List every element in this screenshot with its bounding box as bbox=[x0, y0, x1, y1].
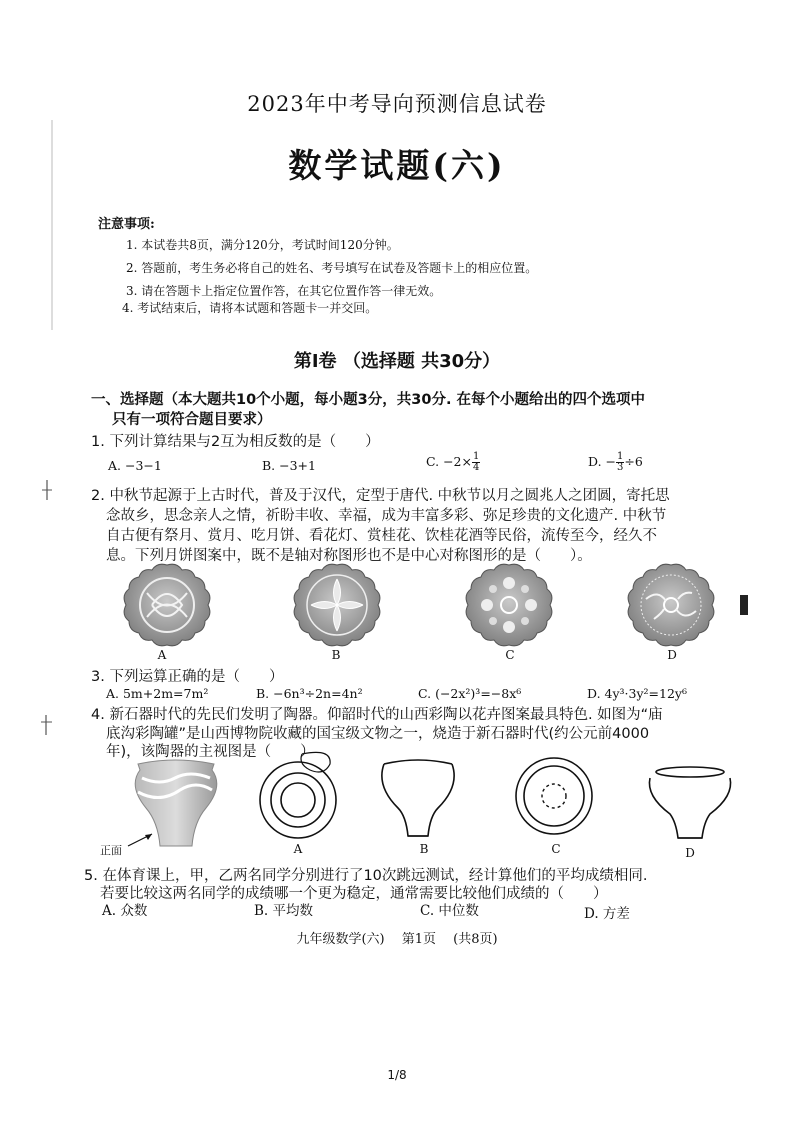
q3-option-b: B. −6n³÷2n=4n² bbox=[256, 686, 363, 701]
q1-option-c bbox=[426, 452, 480, 473]
q4-caption-c: C bbox=[551, 842, 561, 856]
page-indicator: 1/8 bbox=[387, 1068, 407, 1082]
part-instructions-line2: 只有一项符合题目要求） bbox=[112, 412, 272, 428]
q1-c-prefix: C. −2× bbox=[426, 454, 472, 469]
q5-option-b: B. 平均数 bbox=[254, 903, 314, 919]
note-item: 2. 答题前，考生务必将自己的姓名、考号填写在试卷及答题卡上的相应位置。 bbox=[126, 261, 538, 275]
q1-option-d bbox=[588, 452, 643, 473]
q2-line: 自古便有祭月、赏月、吃月饼、看花灯、赏桂花、饮桂花酒等民俗，流传至今，经久不 bbox=[106, 528, 657, 544]
view-option-a-concentric-circles bbox=[250, 750, 346, 842]
q2-line: 2. 中秋节起源于上古时代，普及于汉代，定型于唐代. 中秋节以月之圆兆人之团圆，寄托思 bbox=[91, 488, 670, 504]
q3-option-d: D. 4y³·3y²=12y⁶ bbox=[587, 686, 687, 701]
note-item: 3. 请在答题卡上指定位置作答，在其它位置作答一律无效。 bbox=[126, 284, 442, 298]
view-option-d-jar-outline bbox=[646, 762, 736, 842]
q2-caption-c: C bbox=[505, 648, 515, 662]
mooncake-a-image bbox=[122, 563, 212, 647]
q2-caption-d: D bbox=[667, 648, 677, 662]
q5-option-d: D. 方差 bbox=[584, 906, 630, 922]
subject-title: 数学试题(六) bbox=[288, 146, 506, 185]
notes-heading: 注意事项: bbox=[98, 217, 155, 232]
q2-caption-a: A bbox=[157, 648, 167, 662]
q1-stem: 1. 下列计算结果与2互为相反数的是（ ） bbox=[91, 434, 380, 450]
view-option-c-circles-dashed bbox=[506, 750, 602, 842]
mooncake-c-image bbox=[464, 563, 554, 647]
q3-option-c: C. (−2x²)³=−8x⁶ bbox=[418, 686, 522, 701]
q3-stem: 3. 下列运算正确的是（ ） bbox=[91, 669, 284, 685]
q4-line: 底沟彩陶罐”是山西博物院收藏的国宝级文物之一，烧造于新石器时代(约公元前4000 bbox=[106, 726, 650, 742]
exam-title: 2023年中考导向预测信息试卷 bbox=[247, 92, 547, 116]
q1-d-suffix: ÷6 bbox=[624, 454, 643, 469]
q1-d-prefix: D. − bbox=[588, 454, 616, 469]
q2-line: 息。下列月饼图案中，既不是轴对称图形也不是中心对称图形的是（ ）。 bbox=[106, 548, 592, 564]
mooncake-b-image bbox=[292, 563, 382, 647]
q1-option-b: B. −3+1 bbox=[262, 458, 316, 473]
q5-option-a: A. 众数 bbox=[102, 903, 148, 919]
q3-option-a: A. 5m+2m=7m² bbox=[106, 686, 209, 701]
view-option-b-jar-outline bbox=[378, 752, 458, 840]
q5-line: 5. 在体育课上，甲，乙两名同学分别进行了10次跳远测试，经计算他们的平均成绩相同. bbox=[84, 868, 648, 884]
front-view-label: 正面 bbox=[100, 844, 122, 857]
q2-caption-b: B bbox=[331, 648, 341, 662]
q1-c-fraction: $\frac{1}{4}$ bbox=[472, 451, 480, 473]
front-view-arrow bbox=[126, 832, 156, 852]
part-instructions-line1: 一、选择题（本大题共10个小题，每小题3分，共30分. 在每个小题给出的四个选项中 bbox=[91, 392, 645, 408]
note-item: 1. 本试卷共8页，满分120分，考试时间120分钟。 bbox=[126, 238, 399, 252]
q5-line: 若要比较这两名同学的成绩哪一个更为稳定，通常需要比较他们成绩的（ ） bbox=[100, 886, 608, 902]
q4-caption-a: A bbox=[293, 842, 303, 856]
q5-option-c: C. 中位数 bbox=[420, 903, 479, 919]
note-item: 4. 考试结束后，请将本试题和答题卡一并交回。 bbox=[122, 301, 378, 315]
q4-line: 4. 新石器时代的先民们发明了陶器。仰韶时代的山西彩陶以花卉图案最具特色. 如图为“庙 bbox=[91, 707, 663, 723]
q2-line: 念故乡，思念亲人之情，祈盼丰收、幸福，成为丰富多彩、弥足珍贵的文化遗产. 中秋节 bbox=[106, 508, 667, 524]
q1-d-fraction: $\frac{1}{3}$ bbox=[617, 451, 624, 473]
section-title: 第Ⅰ卷 （选择题 共30分） bbox=[293, 351, 501, 372]
q4-line: 年)，该陶器的主视图是（ ） bbox=[106, 744, 315, 760]
q1-option-a: A. −3−1 bbox=[108, 458, 162, 473]
page-footer: 九年级数学(六) 第1页 (共8页) bbox=[296, 932, 498, 947]
q4-caption-b: B bbox=[419, 842, 429, 856]
mooncake-d-image bbox=[626, 563, 716, 647]
q4-caption-d: D bbox=[685, 846, 695, 860]
